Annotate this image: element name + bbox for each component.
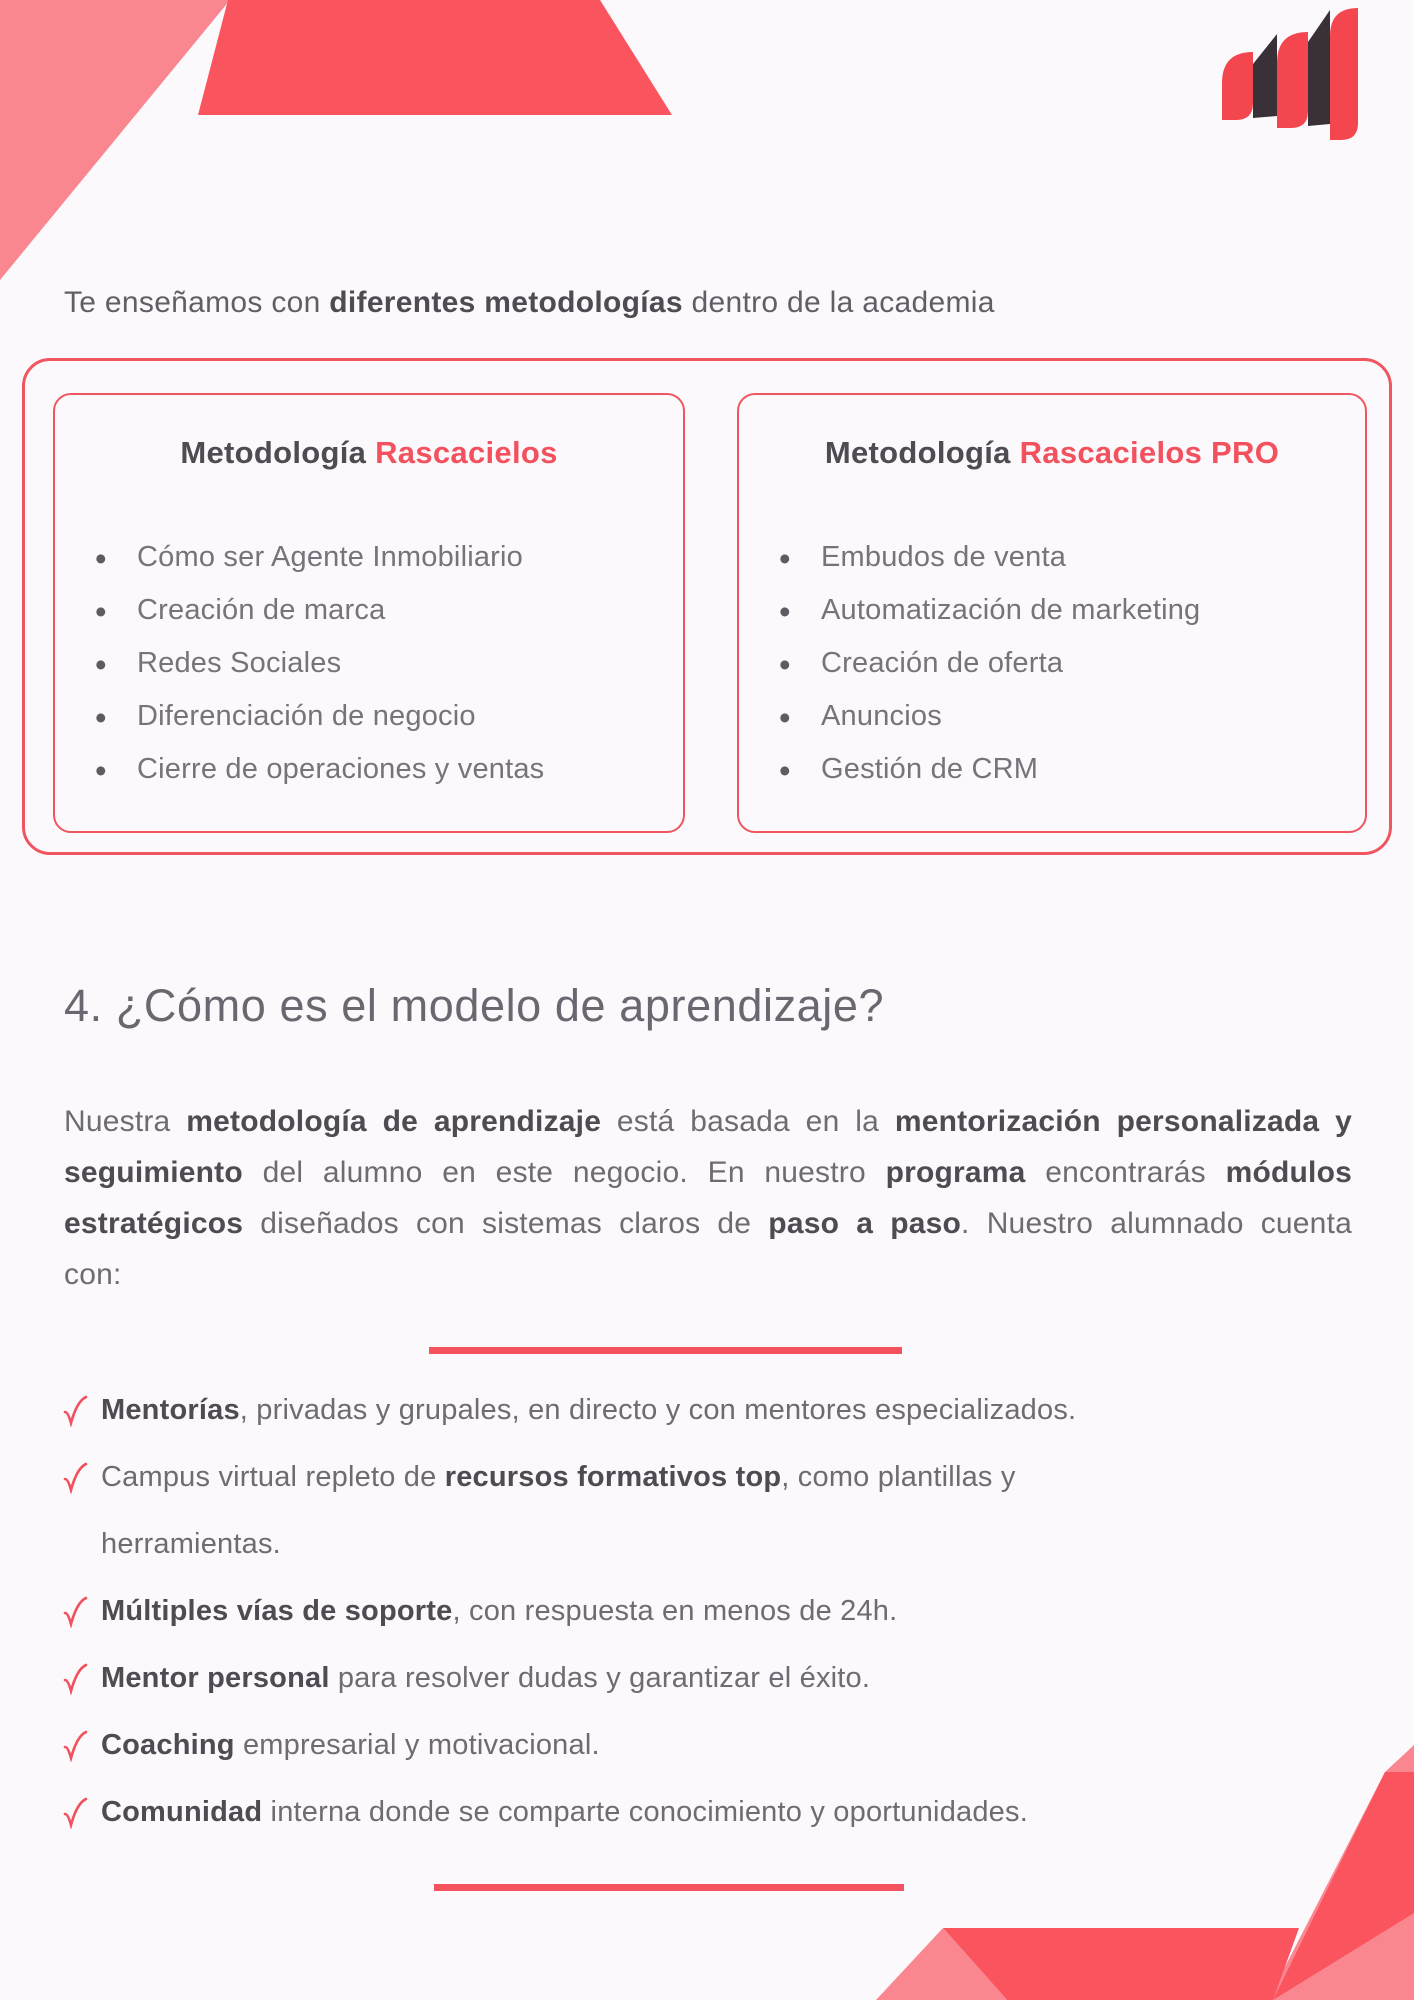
box-title-rascacielos: Metodología Rascacielos [180, 435, 558, 470]
checklist-item-text: Mentor personal para resolver dudas y garantizar el éxito. [101, 1662, 871, 1694]
box-title-rascacielos-pro: Metodología Rascacielos PRO [824, 435, 1280, 470]
list-item: • Redes Sociales [55, 637, 673, 690]
rascacielos-topics-list [55, 531, 683, 796]
list-item: • Creación de oferta [739, 637, 1355, 690]
check-icon [63, 1596, 89, 1628]
checklist-item [63, 1377, 1355, 1444]
divider-line-top [429, 1347, 902, 1354]
intro-paragraph: Nuestra metodología de aprendizaje está basada en la mentorización personalizada y seguimiento del alumno en este negocio. En nuestro programa encontrarás módulos estratégicos diseñados con sistemas claros de paso a paso. Nuestro alumnado cuenta con: [64, 1105, 1352, 1291]
brand-logo-icon [1220, 6, 1360, 142]
list-item: • Cierre de operaciones y ventas [55, 743, 673, 796]
methodologies-panel [22, 358, 1392, 855]
methodology-box-rascacielos [53, 393, 685, 833]
rascacielos-pro-topics-list [739, 531, 1365, 796]
check-icon [63, 1730, 89, 1762]
checklist-item-text: Mentorías, privadas y grupales, en directo y con mentores especializados. [101, 1394, 1077, 1426]
list-item: • Diferenciación de negocio [55, 690, 673, 743]
checklist-item [63, 1712, 1355, 1779]
section-heading: 4. ¿Cómo es el modelo de aprendizaje? [64, 980, 885, 1031]
checklist-item [63, 1779, 1355, 1846]
intro-line: Te enseñamos con diferentes metodologías dentro de la academia [64, 286, 995, 319]
divider-line-bottom [434, 1884, 904, 1891]
list-item: • Embudos de venta [739, 531, 1355, 584]
checklist-item [63, 1578, 1355, 1645]
checklist-item-text: Comunidad interna donde se comparte conocimiento y oportunidades. [101, 1796, 1028, 1828]
list-item: • Anuncios [739, 690, 1355, 743]
list-item: • Automatización de marketing [739, 584, 1355, 637]
list-item: • Creación de marca [55, 584, 673, 637]
checklist-item [63, 1645, 1355, 1712]
check-icon [63, 1462, 89, 1494]
checklist-item-text: Campus virtual repleto de recursos formativos top, como plantillas y herramientas. [101, 1461, 1016, 1560]
checklist-item-text: Coaching empresarial y motivacional. [101, 1729, 600, 1761]
list-item: • Gestión de CRM [739, 743, 1355, 796]
list-item: • Cómo ser Agente Inmobiliario [55, 531, 673, 584]
benefits-checklist [63, 1377, 1355, 1846]
check-icon [63, 1395, 89, 1427]
checklist-item [63, 1444, 1123, 1578]
methodology-box-rascacielos-pro [737, 393, 1367, 833]
check-icon [63, 1797, 89, 1829]
checklist-item-text: Múltiples vías de soporte, con respuesta en menos de 24h. [101, 1595, 898, 1627]
check-icon [63, 1663, 89, 1695]
